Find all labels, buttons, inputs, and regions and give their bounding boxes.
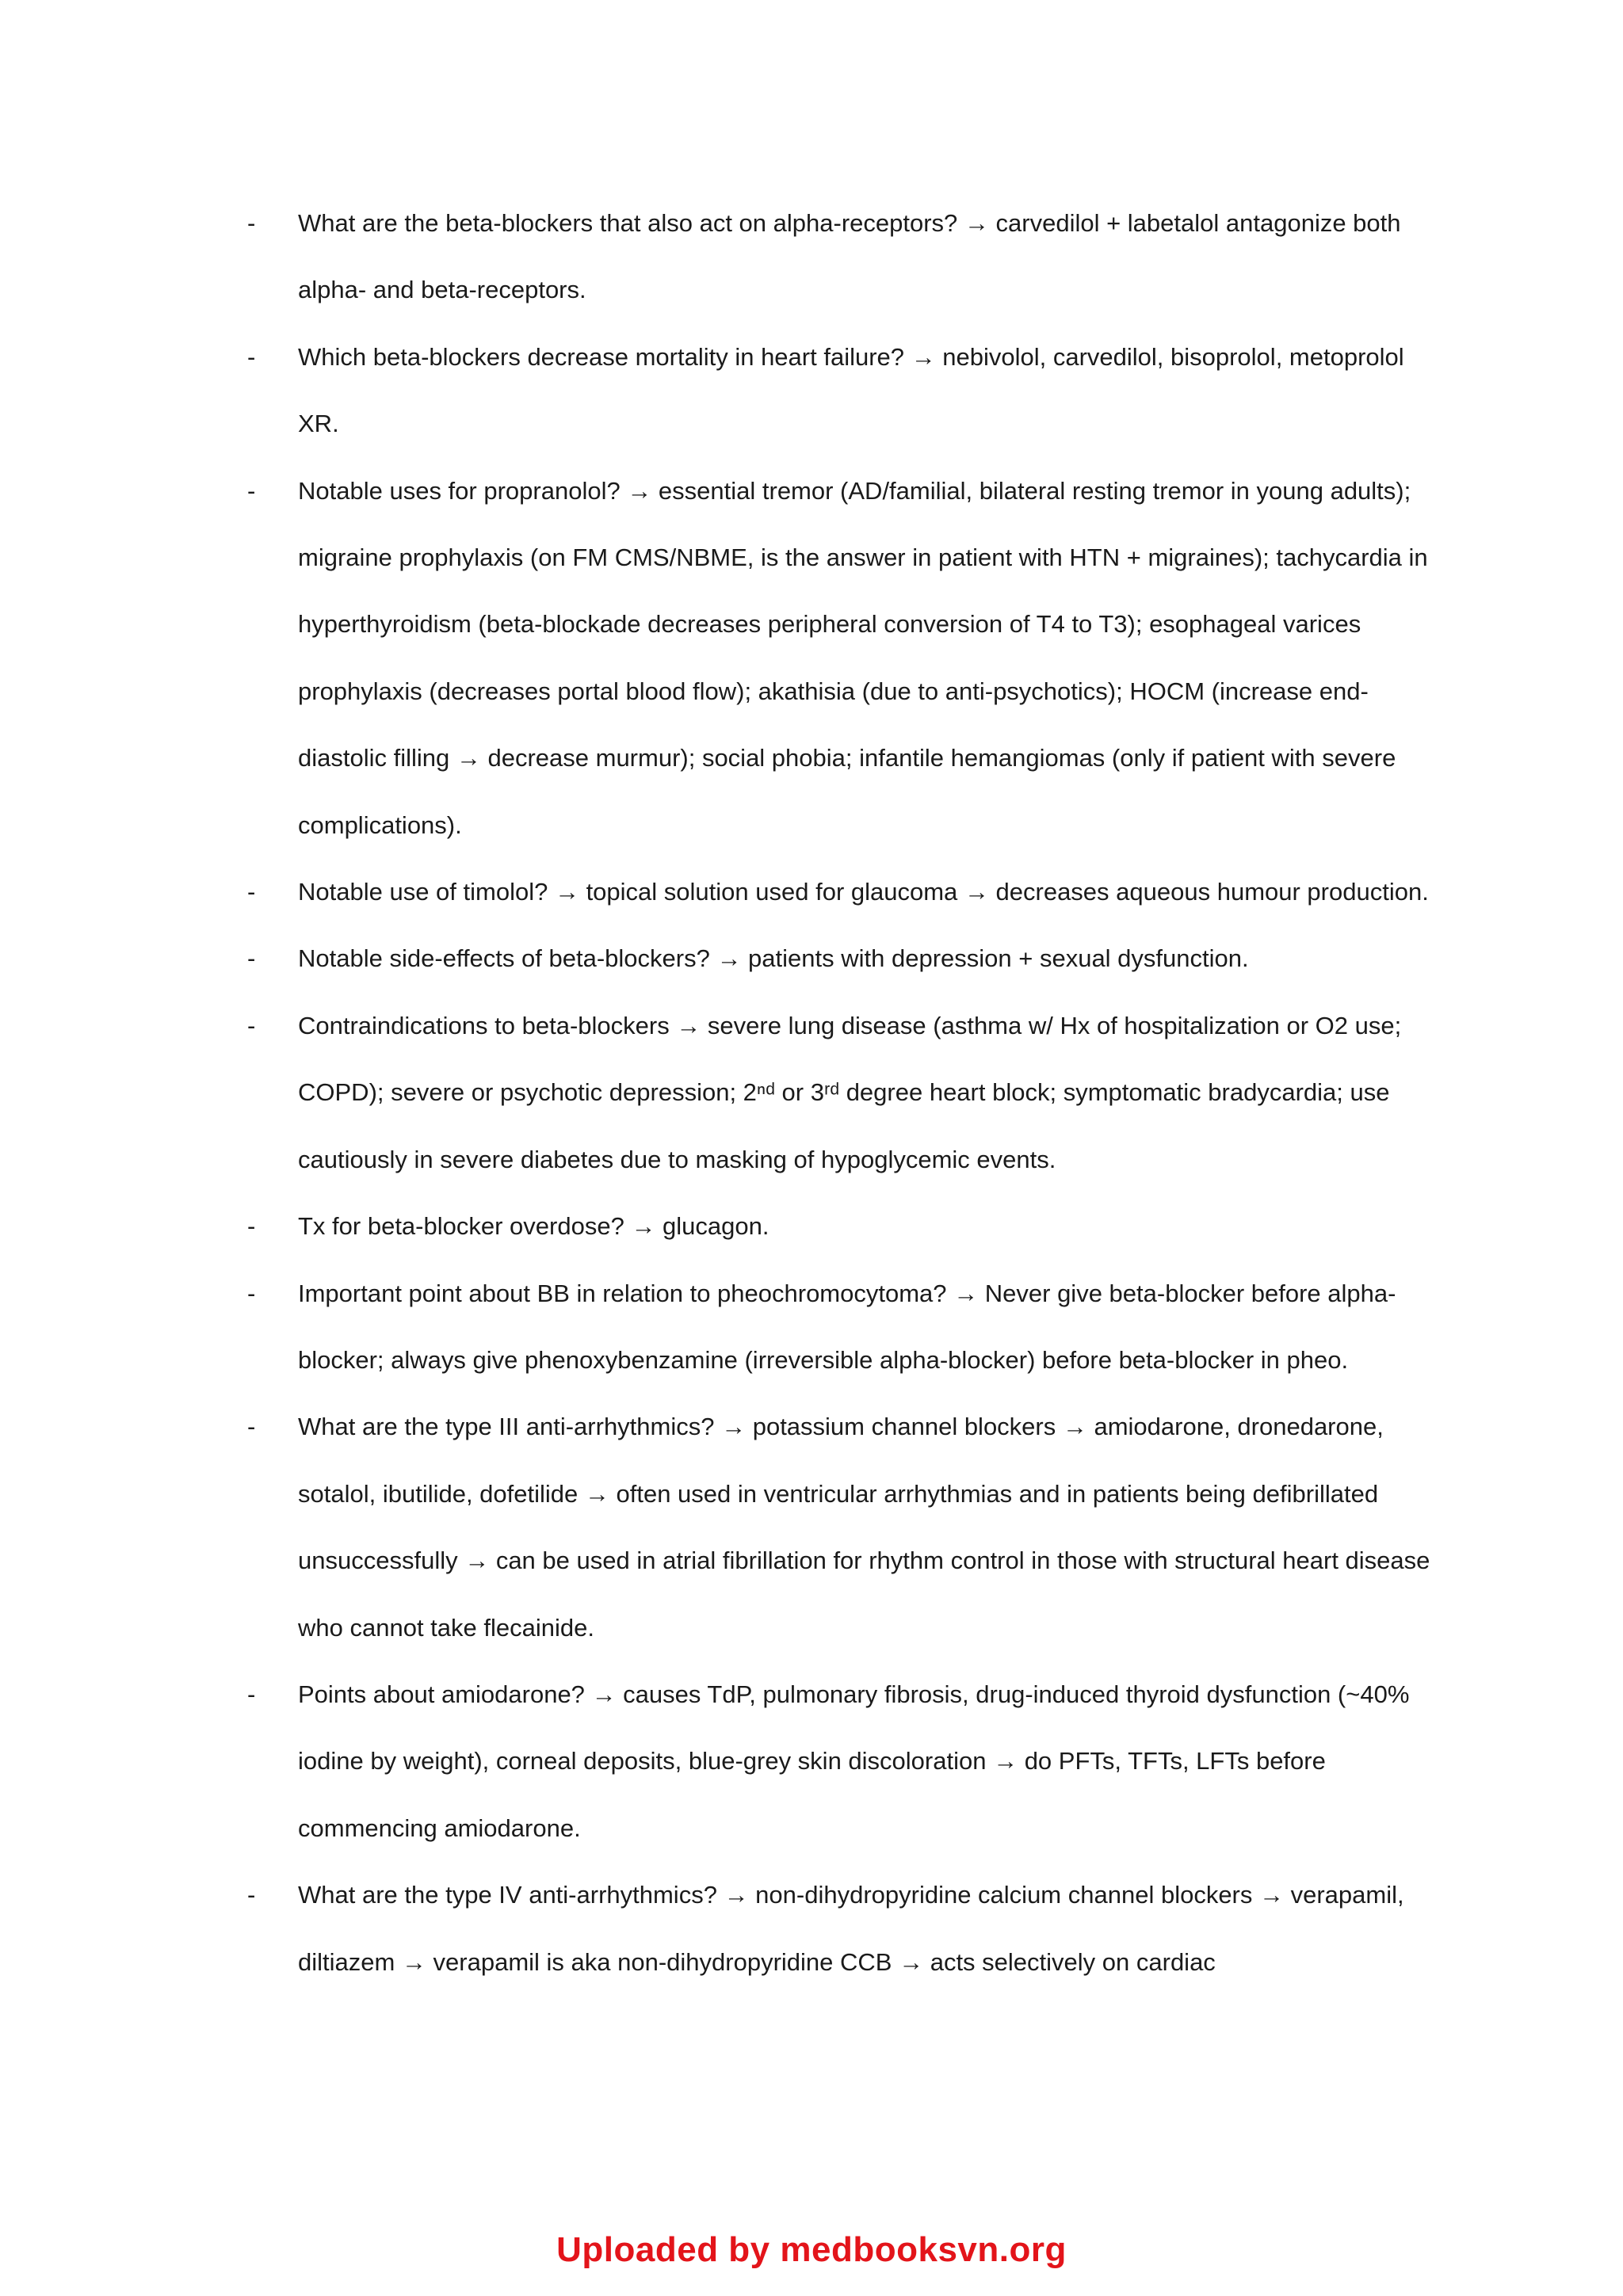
list-item-text: Important point about BB in relation to pheochromocytoma? → Never give beta-blocker before alpha-blocker; always give phenoxybenzamine (irreversible alpha-blocker) before beta-blocker in pheo. [298,1279,1396,1374]
upload-watermark: Uploaded by medbooksvn.org [556,2230,1067,2269]
list-item-text: Points about amiodarone? → causes TdP, pulmonary fibrosis, drug-induced thyroid dysfunction (~40% iodine by weight), corneal deposits, blue-grey skin discoloration → do PFTs, TFTs, LFTs before commencing amiodarone. [298,1680,1410,1842]
list-item [238,1193,1442,1260]
list-item [238,993,1442,1193]
bullet-dash: - [247,1011,256,1039]
list-item [238,1661,1442,1862]
list-item-text: Notable use of timolol? → topical solution used for glaucoma → decreases aqueous humour production. [298,878,1429,906]
list-item [238,859,1442,925]
bullet-dash: - [247,1279,256,1307]
list-item-text: Notable side-effects of beta-blockers? → patients with depression + sexual dysfunction. [298,944,1249,973]
list-item [238,1261,1442,1394]
list-item [238,190,1442,324]
bullet-dash: - [247,1881,256,1909]
bullet-dash: - [247,944,256,973]
bullet-dash: - [247,342,256,371]
list-item [238,458,1442,859]
bullet-dash: - [247,1680,256,1708]
list-item-text: What are the beta-blockers that also act on alpha-receptors? → carvedilol + labetalol antagonize both alpha- and beta-receptors. [298,209,1401,304]
list-item-text: Contraindications to beta-blockers → severe lung disease (asthma w/ Hx of hospitalization or O2 use; COPD); severe or psychotic depression; 2ⁿᵈ or 3ʳᵈ degree heart block; symptomatic bradycardia; use cautiously in severe diabetes due to masking of hypoglycemic events. [298,1011,1402,1173]
list-item-text: What are the type IV anti-arrhythmics? → non-dihydropyridine calcium channel blockers → verapamil, diltiazem → verapamil is aka non-dihydropyridine CCB → acts selectively on cardiac [298,1881,1404,1976]
bullet-list [238,190,1442,1996]
list-item-text: Notable uses for propranolol? → essential tremor (AD/familial, bilateral resting tremor in young adults); migraine prophylaxis (on FM CMS/NBME, is the answer in patient with HTN + migraines); tachycardia in hyperthyroidism (beta-blockade decreases peripheral conversion of T4 to T3); esophageal varices prophylaxis (decreases portal blood flow); akathisia (due to anti-psychotics); HOCM (increase end-diastolic filling → decrease murmur); social phobia; infantile hemangiomas (only if patient with severe complications). [298,476,1428,839]
list-item-text: What are the type III anti-arrhythmics? → potassium channel blockers → amiodarone, dronedarone, sotalol, ibutilide, dofetilide → often used in ventricular arrhythmias and in patients being defibrillated unsuccessfully → can be used in atrial fibrillation for rhythm control in those with structural heart disease who cannot take flecainide. [298,1413,1430,1642]
bullet-dash: - [247,209,256,237]
bullet-dash: - [247,1212,256,1241]
list-item [238,324,1442,458]
bullet-dash: - [247,476,256,505]
list-item-text: Tx for beta-blocker overdose? → glucagon. [298,1212,769,1241]
list-item [238,1394,1442,1661]
list-item [238,925,1442,992]
bullet-dash: - [247,1413,256,1441]
list-item [238,1862,1442,1996]
list-item-text: Which beta-blockers decrease mortality in heart failure? → nebivolol, carvedilol, bisoprolol, metoprolol XR. [298,342,1404,438]
bullet-dash: - [247,878,256,906]
